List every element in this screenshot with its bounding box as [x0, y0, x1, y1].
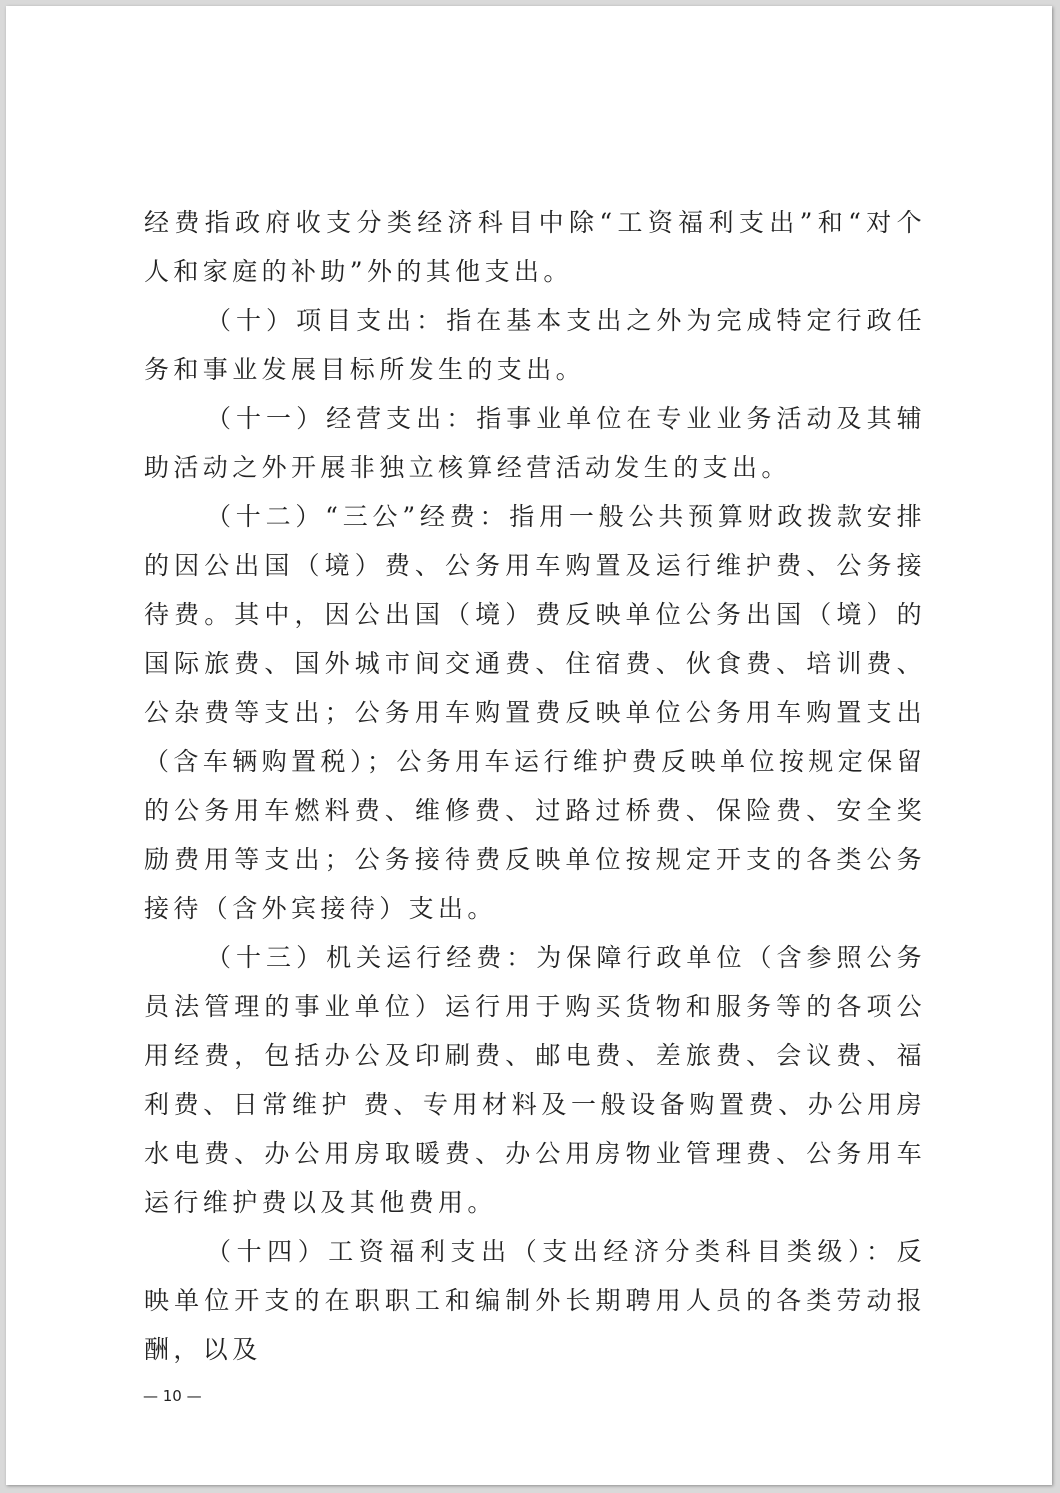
paragraph-operating-expenditure: （十一）经营支出：指事业单位在专业业务活动及其辅助活动之外开展非独立核算经营活动发生的支出。	[144, 404, 926, 482]
paragraph-wage-welfare-expenditure: （十四）工资福利支出（支出经济分类科目类级）：反映单位开支的在职职工和编制外长期聘用人员的各类劳动报酬，以及	[144, 1237, 926, 1364]
document-body	[144, 198, 926, 1374]
paragraph-three-public-expenses: （十二）“三公”经费：指用一般公共预算财政拨款安排的因公出国（境）费、公务用车购置及运行维护费、公务接待费。其中，因公出国（境）费反映单位公务出国（境）的国际旅费、国外城市间交通费、住宿费、伙食费、培训费、公杂费等支出；公务用车购置费反映单位公务用车购置支出（含车辆购置税）；公务用车运行维护费反映单位按规定保留的公务用车燃料费、维修费、过路过桥费、保险费、安全奖励费用等支出；公务接待费反映单位按规定开支的各类公务接待（含外宾接待）支出。	[144, 502, 926, 923]
document-page	[6, 6, 1052, 1485]
paragraph-project-expenditure: （十）项目支出：指在基本支出之外为完成特定行政任务和事业发展目标所发生的支出。	[144, 306, 926, 384]
paragraph-continuation: 经费指政府收支分类经济科目中除“工资福利支出”和“对个人和家庭的补助”外的其他支出。	[144, 208, 926, 286]
page-number: — 10 —	[143, 1387, 202, 1405]
paragraph-agency-operating-funds: （十三）机关运行经费：为保障行政单位（含参照公务员法管理的事业单位）运行用于购买货物和服务等的各项公用经费，包括办公及印刷费、邮电费、差旅费、会议费、福利费、日常维护 费、专用材料及一般设备购置费、办公用房水电费、办公用房取暖费、办公用房物业管理费、公务用车运行维护费以及其他费用。	[144, 943, 926, 1217]
